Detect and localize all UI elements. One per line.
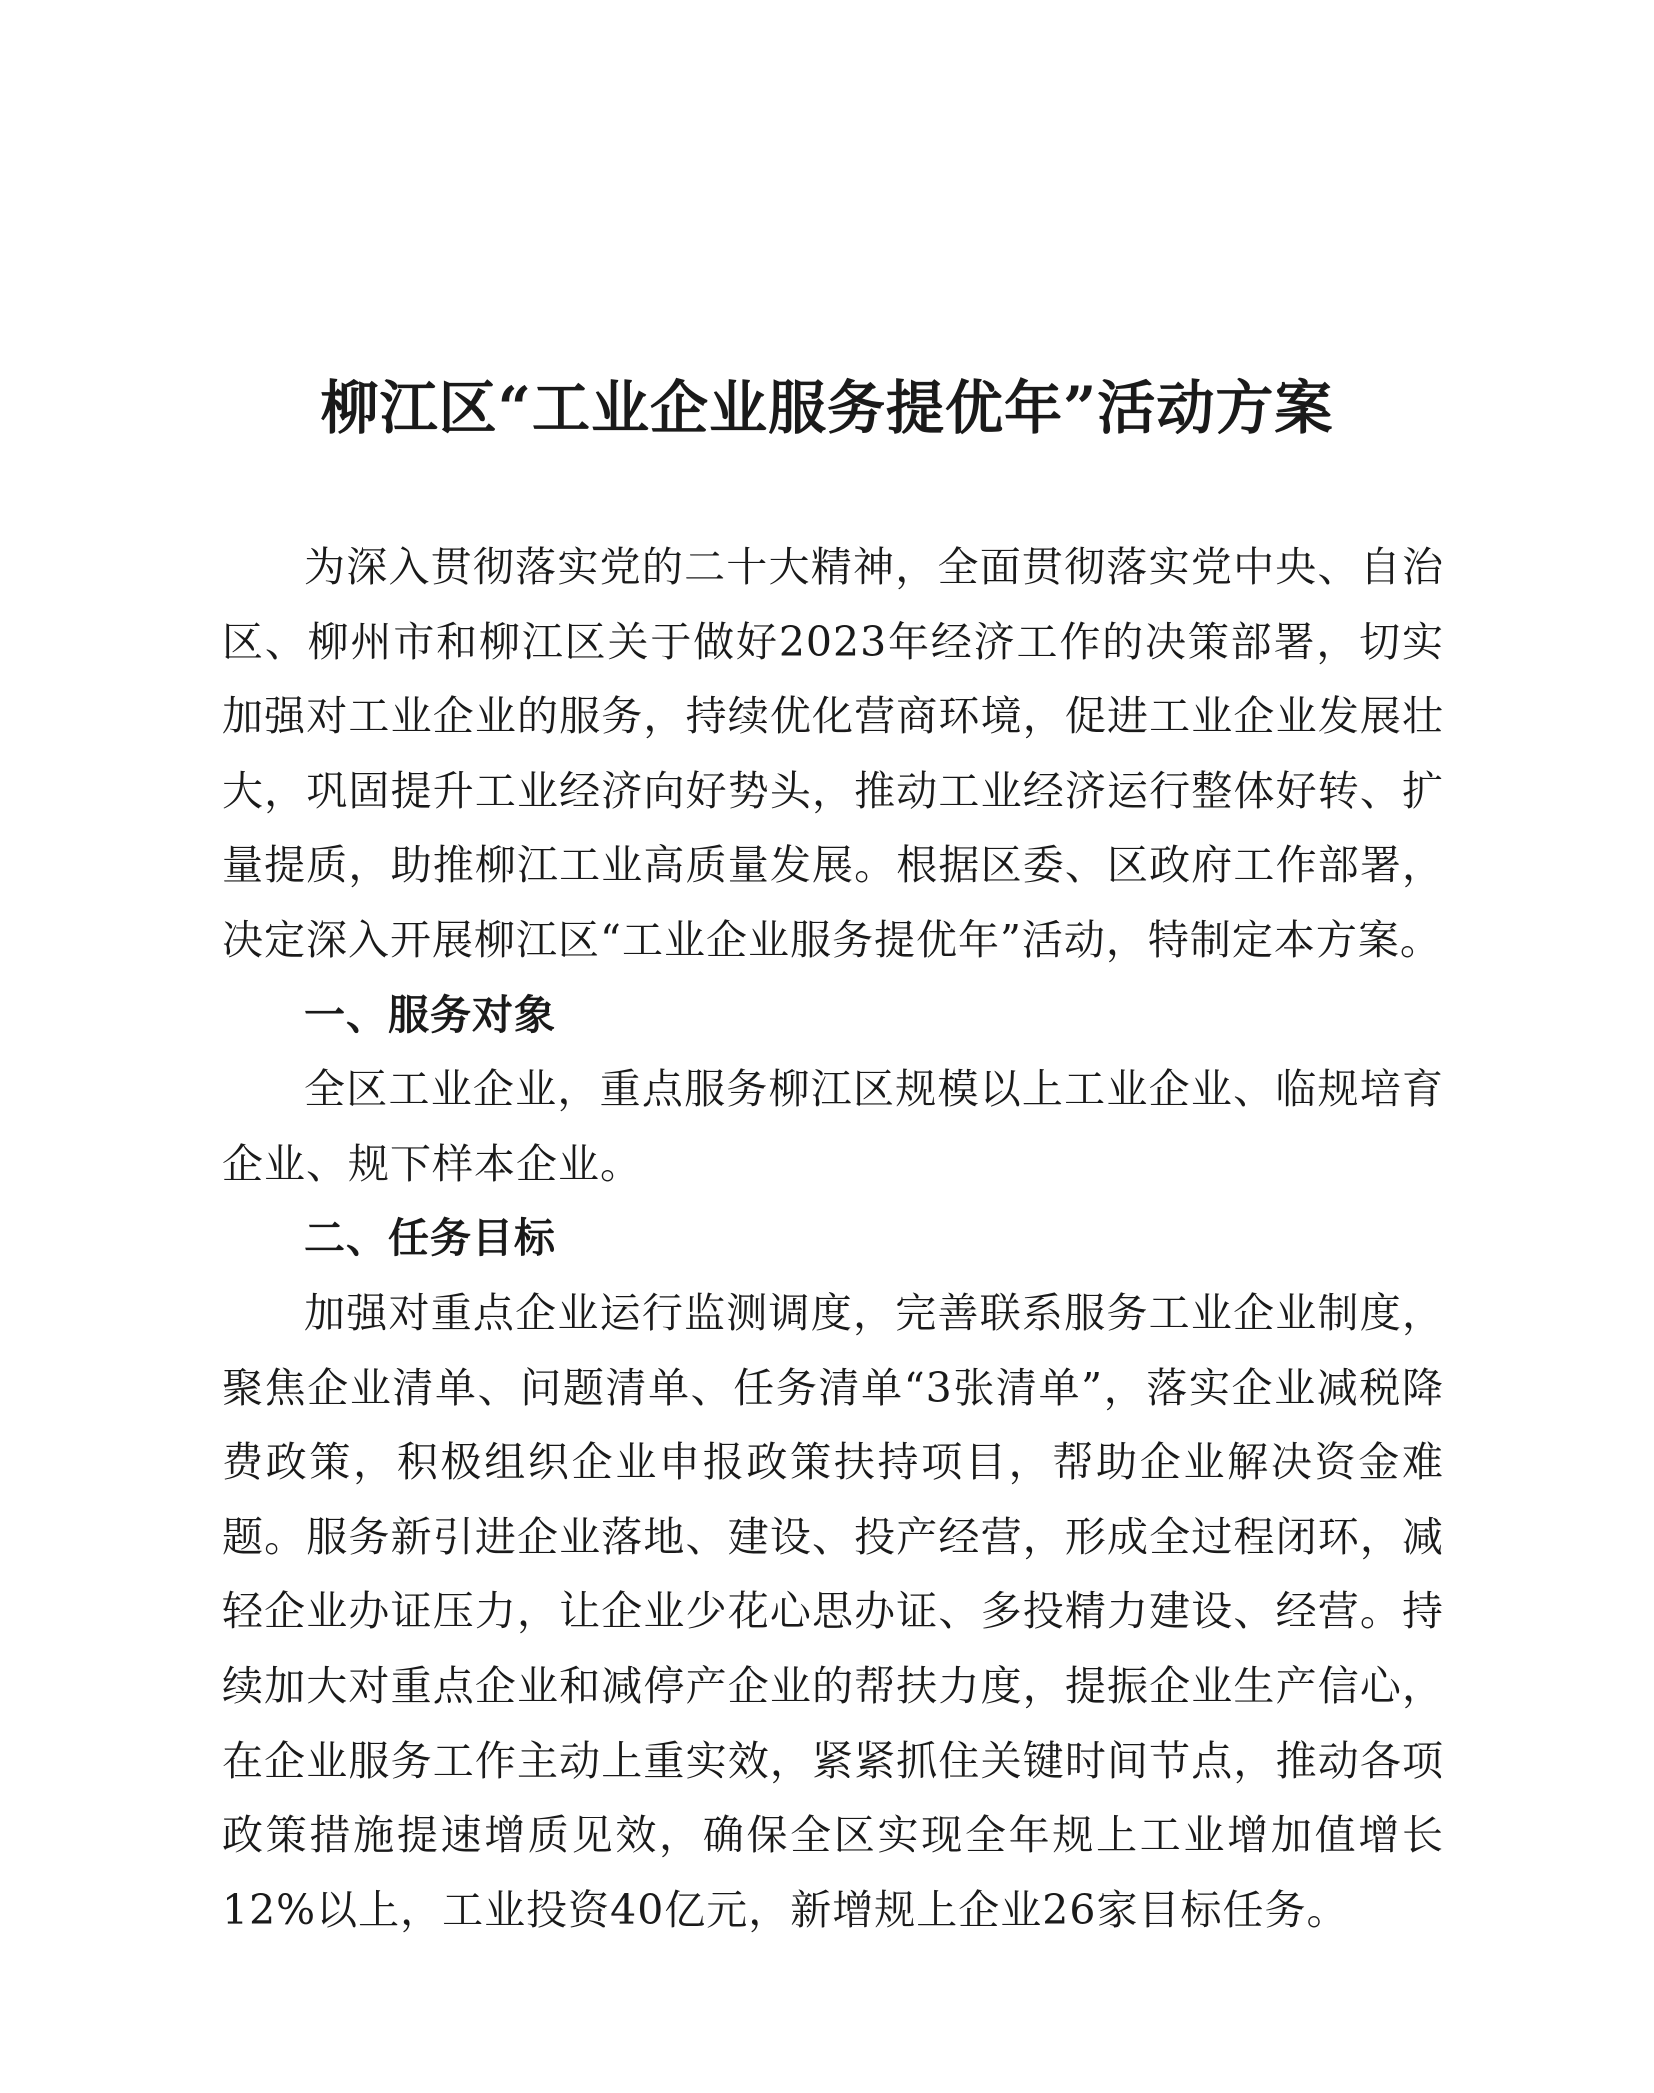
- document-title: 柳江区“工业企业服务提优年”活动方案: [320, 374, 1334, 442]
- section-paragraph-task-goals: 加强对重点企业运行监测调度，完善联系服务工业企业制度，聚焦企业清单、问题清单、任务清单“3张清单”，落实企业减税降费政策，积极组织企业申报政策扶持项目，帮助企业解决资金难题。服务新引进企业落地、建设、投产经营，形成全过程闭环，减轻企业办证压力，让企业少花心思办证、多投精力建设、经营。持续加大对重点企业和减停产企业的帮扶力度，提振企业生产信心，在企业服务工作主动上重实效，紧紧抓住关键时间节点，推动各项政策措施提速增质见效，确保全区实现全年规上工业增加值增长12%以上，工业投资40亿元，新增规上企业26家目标任务。: [222, 1288, 1444, 1934]
- intro-paragraph: 为深入贯彻落实党的二十大精神，全面贯彻落实党中央、自治区、柳州市和柳江区关于做好2023年经济工作的决策部署，切实加强对工业企业的服务，持续优化营商环境，促进工业企业发展壮大，巩固提升工业经济向好势头，推动工业经济运行整体好转、扩量提质，助推柳江工业高质量发展。根据区委、区政府工作部署，决定深入开展柳江区“工业企业服务提优年”活动，特制定本方案。: [222, 543, 1444, 964]
- section-heading-service-targets: 一、服务对象: [304, 990, 556, 1039]
- document-body: [222, 530, 1444, 1947]
- section-heading-task-goals: 二、任务目标: [304, 1214, 556, 1263]
- section-paragraph-service-targets: 全区工业企业，重点服务柳江区规模以上工业企业、临规培育企业、规下样本企业。: [222, 1065, 1444, 1188]
